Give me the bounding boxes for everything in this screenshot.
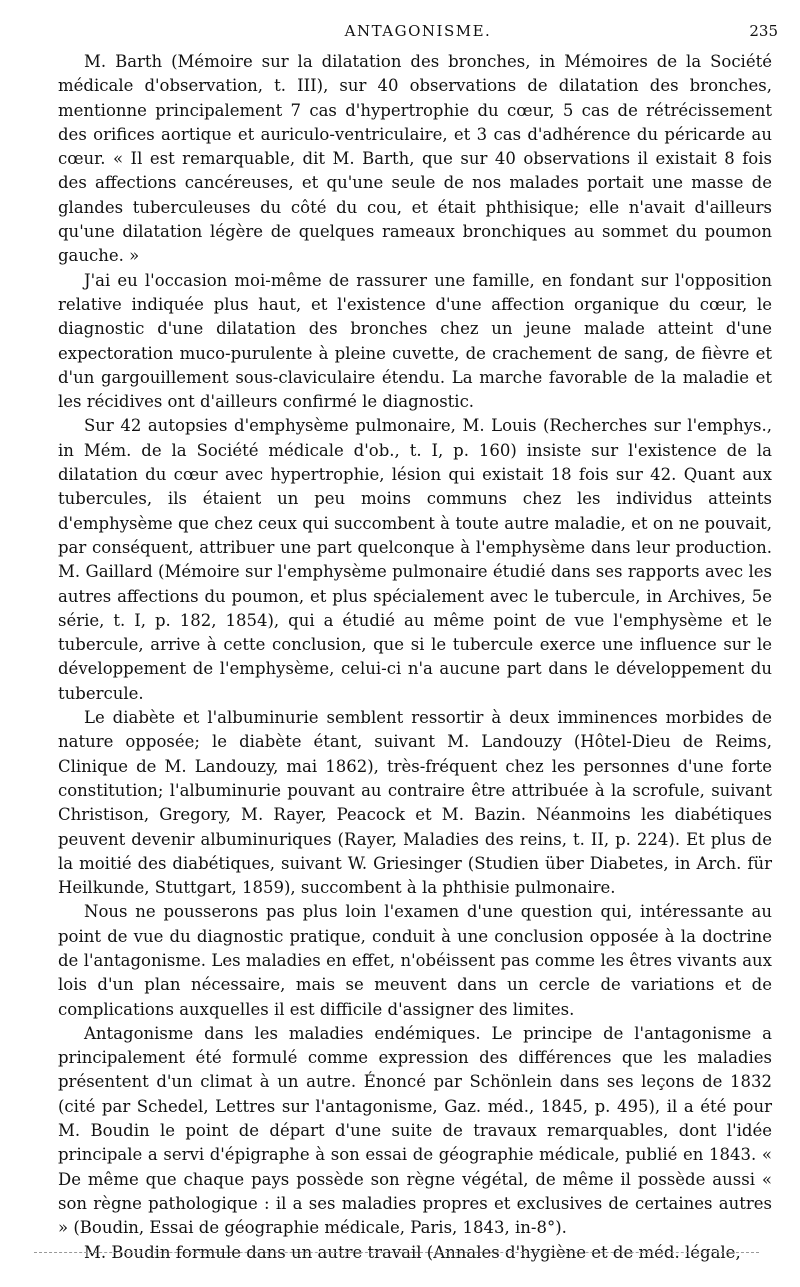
- paragraph-emphysema: Sur 42 autopsies d'emphysème pulmonaire, M. Louis (Recherches sur l'emphys., in Mém. de la Société médicale d'ob., t. I, p. 160) insiste sur l'existence de la dilatation du cœur avec hypertrophie, lésion qui existait 18 fois sur 42. Quant aux tubercules, ils étaient un peu moins communs chez les individus atteints d'emphysème que chez ceux qui succombent à toute autre maladie, et on ne pouvait, par conséquent, attribuer une part quelconque à l'emphysème dans leur production. M. Gaillard (Mémoire sur l'emphysème pulmonaire étudié dans ses rapports avec les autres affections du poumon, et plus spécialement avec le tubercule, in Archives, 5e série, t. I, p. 182, 1854), qui a étudié au même point de vue l'emphysème et le tubercule, arrive à cette conclusion, que si le tubercule exerce une influence sur le développement de l'emphysème, celui-ci n'a aucune part dans le développement du tubercule.: [58, 416, 772, 703]
- paragraph-barth: M. Barth (Mémoire sur la dilatation des bronches, in Mémoires de la Société médicale d'observation, t. III), sur 40 observations de dilatation des bronches, mentionne principalement 7 cas d'hypertrophie du cœur, 5 cas de rétrécissement des orifices aortique et auriculo-ventriculaire, et 3 cas d'adhérence du péricarde au cœur. « Il est remarquable, dit M. Barth, que sur 40 observations il existait 8 fois des affections cancéreuses, et qu'une seule de nos malades portait une masse de glandes tuberculeuses du côté du cou, et était phthisique; elle n'avait d'ailleurs qu'une dilatation légère de quelques rameaux bronchiques au sommet du poumon gauche. »: [58, 52, 772, 266]
- running-title: ANTAGONISME.: [344, 22, 492, 40]
- page-number: 235: [749, 22, 778, 40]
- page-header: [58, 22, 778, 46]
- footer-divider: [34, 1252, 759, 1253]
- paragraph-diabetes: Le diabète et l'albuminurie semblent ressortir à deux imminences morbides de nature opposée; le diabète étant, suivant M. Landouzy (Hôtel-Dieu de Reims, Clinique de M. Landouzy, mai 1862), très-fréquent chez les personnes d'une forte constitution; l'albuminurie pouvant au contraire être attribuée à la scrofule, suivant Christison, Gregory, M. Rayer, Peacock et M. Bazin. Néanmoins les diabétiques peuvent devenir albuminuriques (Rayer, Maladies des reins, t. II, p. 224). Et plus de la moitié des diabétiques, suivant W. Griesinger (Studien über Diabetes, in Arch. für Heilkunde, Stuttgart, 1859), succombent à la phthisie pulmonaire.: [58, 708, 772, 898]
- body-text: [58, 50, 772, 1265]
- paragraph-family-case: J'ai eu l'occasion moi-même de rassurer une famille, en fondant sur l'opposition relative indiquée plus haut, et l'existence d'une affection organique du cœur, le diagnostic d'une dilatation des bronches chez un jeune malade atteint d'une expectoration muco-purulente à pleine cuvette, de crachement de sang, de fièvre et d'un gargouillement sous-claviculaire étendu. La marche favorable de la maladie et les récidives ont d'ailleurs confirmé le diagnostic.: [58, 270, 772, 412]
- paragraph-boudin: M. Boudin formule dans un autre travail (Annales d'hygiène et de méd. légale,: [84, 1242, 741, 1262]
- paragraph-endemic: Antagonisme dans les maladies endémiques. Le principe de l'antagonisme a principalement été formulé comme expression des différences que les maladies présentent d'un climat à un autre. Énoncé par Schönlein dans ses leçons de 1832 (cité par Schedel, Lettres sur l'antagonisme, Gaz. méd., 1845, p. 495), il a été pour M. Boudin le point de départ d'une suite de travaux remarquables, dont l'idée principale a servi d'épigraphe à son essai de géographie médicale, publié en 1843. « De même que chaque pays possède son règne végétal, de même il possède aussi « son règne pathologique : il a ses maladies propres et exclusives de certaines autres » (Boudin, Essai de géographie médicale, Paris, 1843, in-8°).: [58, 1023, 772, 1238]
- paragraph-conclusion: Nous ne pousserons pas plus loin l'examen d'une question qui, intéressante au point de vue du diagnostic pratique, conduit à une conclusion opposée à la doctrine de l'antagonisme. Les maladies en effet, n'obéissent pas comme les êtres vivants aux lois d'un plan nécessaire, mais se meuvent dans un cercle de variations et de complications auxquelles il est difficile d'assigner des limites.: [58, 902, 772, 1019]
